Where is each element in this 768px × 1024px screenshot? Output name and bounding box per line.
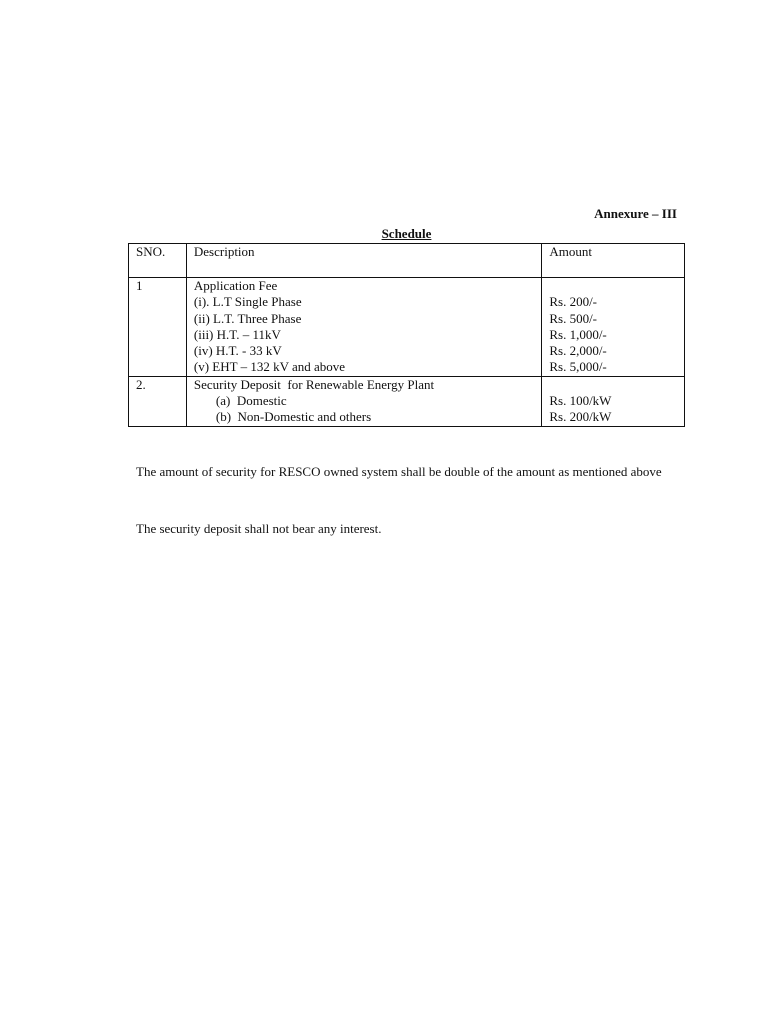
amount-line: Rs. 5,000/- <box>549 359 607 375</box>
annexure-label: Annexure – III <box>594 206 677 221</box>
amount-line: Rs. 100/kW <box>549 393 612 409</box>
table-row <box>129 376 685 426</box>
description-line: (iv) H.T. - 33 kV <box>193 343 282 359</box>
description-line: (iii) H.T. – 11kV <box>193 326 281 342</box>
description-line: (a) Domestic <box>215 393 287 409</box>
table-row <box>129 278 685 377</box>
amount-line: Rs. 200/kW <box>549 409 612 425</box>
amount-line: Rs. 2,000/- <box>549 343 607 359</box>
header-amount: Amount <box>542 244 685 278</box>
row-amount <box>542 278 685 377</box>
interest-paragraph: The security deposit shall not bear any interest. <box>136 521 382 536</box>
resco-security-paragraph: The amount of security for RESCO owned system shall be double of the amount as mentioned above <box>136 464 662 479</box>
row-amount <box>542 376 685 426</box>
row-description <box>186 376 541 426</box>
description-line: (v) EHT – 132 kV and above <box>193 359 346 375</box>
description-line: (b) Non-Domestic and others <box>215 409 372 425</box>
amount-line <box>549 278 684 294</box>
amount-line <box>549 377 684 393</box>
description-line: (i). L.T Single Phase <box>193 294 302 310</box>
header-sno: SNO. <box>129 244 187 278</box>
row-sno: 2. <box>129 376 187 426</box>
schedule-table <box>128 243 685 427</box>
description-line: Security Deposit for Renewable Energy Plant <box>193 376 435 392</box>
amount-line: Rs. 200/- <box>549 294 598 310</box>
amount-line: Rs. 500/- <box>549 310 598 326</box>
row-sno: 1 <box>129 278 187 377</box>
row-description <box>186 278 541 377</box>
description-line: Application Fee <box>193 278 278 293</box>
amount-line: Rs. 1,000/- <box>549 326 607 342</box>
schedule-title: Schedule <box>381 226 432 241</box>
description-line: (ii) L.T. Three Phase <box>193 310 302 326</box>
header-description: Description <box>186 244 541 278</box>
table-header-row <box>129 244 685 278</box>
